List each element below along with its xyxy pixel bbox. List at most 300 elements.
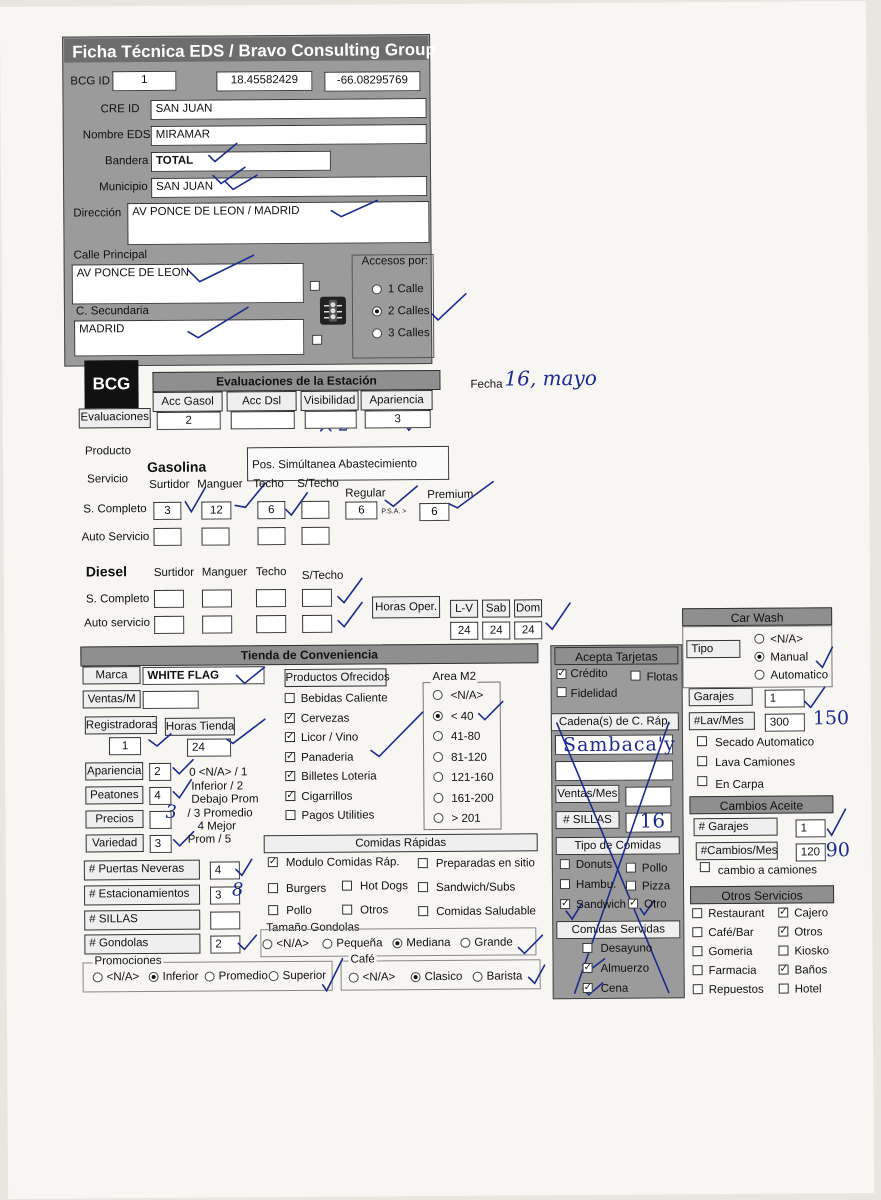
calle-secundaria-checkbox[interactable]	[312, 335, 322, 345]
tick-accesos	[432, 294, 466, 320]
area-label-3: 81-120	[451, 751, 487, 764]
longitude-field[interactable]: -66.08295769	[324, 71, 420, 92]
calle-principal-field[interactable]: AV PONCE DE LEON	[72, 263, 304, 305]
eval-val-2[interactable]	[305, 411, 357, 429]
credito-checkbox[interactable]: ✓	[557, 668, 566, 680]
promo-label-3: Superior	[282, 969, 327, 983]
direccion-field[interactable]: AV PONCE DE LEON / MADRID	[127, 201, 429, 245]
otro-servicio-label-1: Cajero	[794, 907, 829, 920]
producto-label-5: Cigarrillos	[301, 790, 353, 803]
dsl-auto-1[interactable]	[202, 615, 232, 633]
tarjetas-header: Acepta Tarjetas	[554, 646, 678, 665]
tipo-label-2: Hambu.	[575, 878, 617, 892]
servida-label-1: Almuerzo	[600, 962, 650, 975]
cafe-radio-0[interactable]	[349, 973, 359, 983]
horas-oper-label: Horas Oper.	[372, 596, 440, 618]
acceso-radio-3[interactable]	[372, 328, 382, 338]
apariencia-label: Apariencia	[85, 762, 143, 780]
servida-label-2: Cena	[600, 982, 629, 995]
otro-servicio-checkbox-8[interactable]	[693, 984, 703, 994]
carwash-tipo-label-0: <N/A>	[770, 633, 803, 646]
producto-checkbox-5[interactable]: ✓	[286, 789, 295, 801]
otro-servicio-checkbox-0[interactable]	[692, 908, 702, 918]
cafe-radios	[0, 1, 866, 7]
area-radio-list	[0, 1, 866, 7]
cre-id-field[interactable]: SAN JUAN	[151, 98, 427, 120]
tipo-checkbox-0[interactable]	[560, 859, 570, 869]
en-carpa-label: En Carpa	[715, 778, 764, 792]
evaluaciones-row-label: Evaluaciones	[79, 408, 151, 429]
gas-s-completo-label: S. Completo	[83, 503, 147, 516]
regular-label: Regular	[345, 487, 386, 500]
municipio-label: Municipio	[99, 181, 148, 194]
area-label-6: > 201	[451, 812, 481, 825]
producto-label-0: Bebidas Caliente	[300, 692, 388, 705]
gondolas-count-field[interactable]: 2	[210, 935, 240, 953]
comidas-rapidas-list	[0, 1, 866, 7]
carwash-tipo-radio-0[interactable]	[754, 634, 764, 644]
dsl-auto-3[interactable]	[302, 615, 332, 633]
tick-productos	[371, 712, 423, 756]
variedad-label: Variedad	[86, 834, 144, 852]
camiones-label: cambio a camiones	[717, 864, 818, 878]
cafe-label: Café	[348, 954, 376, 966]
gondola-label-2: Mediana	[406, 936, 451, 950]
form-sheet	[0, 1, 874, 1199]
gas-col-3: S/Techo	[297, 477, 339, 490]
comida-checkbox-5[interactable]	[268, 905, 278, 915]
bandera-label: Bandera	[104, 155, 149, 168]
otro-servicio-label-7: Baños	[794, 964, 828, 977]
ventas-m-field[interactable]	[143, 691, 199, 709]
dsl-auto-0[interactable]	[154, 616, 184, 634]
premium-label: Premium	[427, 488, 474, 502]
cafe-label-2: Barista	[486, 970, 523, 983]
lava-camiones-checkbox[interactable]	[697, 756, 707, 766]
producto-label-3: Panaderia	[301, 751, 354, 764]
cambios-mes-field[interactable]: 120	[796, 843, 826, 861]
secado-checkbox[interactable]	[697, 736, 707, 746]
ventas-mes-label: Ventas/Mes	[555, 785, 619, 803]
peatones-label: Peatones	[85, 786, 143, 804]
carwash-tipo-label: Tipo	[686, 640, 740, 658]
servida-label-0: Desayuno	[600, 942, 653, 955]
lava-camiones-label: Lava Camiones	[715, 756, 796, 770]
municipio-field[interactable]: SAN JUAN	[151, 176, 427, 198]
evaluaciones-header: Evaluaciones de la Estación	[152, 370, 440, 392]
peatones-field[interactable]: 4	[149, 787, 171, 805]
gas-col-0: Surtidor	[149, 478, 190, 492]
otros-servicios-list	[0, 1, 866, 7]
sillas-field[interactable]	[210, 911, 240, 929]
promo-radio-2[interactable]	[205, 972, 215, 982]
dsl-s-completo-label: S. Completo	[85, 593, 150, 606]
premium-field[interactable]: 6	[419, 503, 449, 521]
producto-label-6: Pagos Utilities	[301, 809, 375, 822]
fecha-handwritten: 16, mayo	[504, 365, 597, 391]
tick-garajes	[805, 687, 825, 707]
horas-col-1: Sab	[482, 599, 510, 617]
direccion-label: Dirección	[73, 207, 122, 220]
tipo-comidas-list	[0, 1, 866, 7]
area-label-2: 41-80	[450, 730, 481, 743]
producto-label: Producto	[84, 445, 132, 458]
fast-food-sillas-label: # SILLAS	[555, 811, 619, 829]
flotas-checkbox[interactable]	[630, 671, 640, 681]
horas-col-2: Dom	[514, 599, 542, 617]
registradoras-field[interactable]: 1	[109, 737, 141, 755]
comida-checkbox-6[interactable]	[342, 905, 352, 915]
bcg-logo: BCG	[84, 360, 138, 408]
tipo-label-1: Pollo	[641, 862, 668, 875]
gas-auto-3[interactable]	[301, 527, 329, 545]
garajes-field[interactable]: 1	[765, 689, 805, 707]
lav-mes-label: #Lav/Mes	[689, 712, 755, 730]
servida-checkbox-2[interactable]: ✓	[583, 981, 593, 993]
productos-label: Productos Ofrecidos	[284, 668, 386, 687]
registradoras-label: Registradoras	[85, 716, 157, 735]
tick-horas	[546, 603, 570, 629]
otro-servicio-label-2: Café/Bar	[708, 926, 754, 940]
precios-label: Precios	[85, 810, 143, 828]
fast-food-sillas-handwritten: 16	[639, 808, 666, 833]
tipo-label-4: Sandwich	[576, 898, 627, 912]
eval-val-0[interactable]: 2	[157, 412, 221, 430]
marca-field[interactable]: WHITE FLAG	[142, 666, 264, 685]
acceso-label-1: 1 Calle	[387, 283, 424, 296]
estacionamientos-handwritten: 8	[231, 879, 244, 901]
carwash-tipo-radio-1[interactable]	[754, 652, 764, 662]
gondola-radio-2[interactable]	[392, 938, 402, 948]
lav-mes-handwritten: 150	[812, 707, 850, 730]
calle-principal-checkbox[interactable]	[310, 281, 320, 291]
gondola-label-1: Pequeña	[336, 937, 383, 950]
tamano-gondolas-radios	[0, 1, 866, 7]
comidas-servidas-label: Comidas Servidas	[556, 920, 680, 939]
gondola-radio-1[interactable]	[322, 939, 332, 949]
otro-servicio-label-0: Restaurant	[708, 907, 765, 921]
horas-tienda-field[interactable]: 24	[187, 738, 231, 756]
servida-checkbox-1[interactable]: ✓	[583, 961, 592, 973]
precios-handwritten: 3	[165, 801, 178, 823]
calle-secundaria-field[interactable]: MADRID	[74, 319, 304, 357]
producto-label-1: Cervezas	[300, 712, 350, 725]
cadena-handwritten: Sambaca'y	[562, 733, 676, 757]
dsl-s-completo-2[interactable]	[256, 589, 286, 607]
fecha-label: Fecha	[470, 378, 503, 391]
dsl-s-completo-0[interactable]	[154, 590, 184, 608]
marca-label: Marca	[82, 666, 140, 684]
gasolina-fields	[0, 1, 866, 7]
gondola-radio-0[interactable]	[262, 939, 272, 949]
area-radio-1[interactable]	[433, 710, 443, 720]
traffic-light-icon	[320, 297, 346, 325]
acceso-radio-2[interactable]	[372, 306, 382, 316]
servida-checkbox-0[interactable]	[582, 943, 592, 953]
scale-text-2: Debajo Prom	[191, 793, 259, 806]
otro-servicio-label-3: Otros	[794, 926, 823, 939]
comida-label-5: Pollo	[286, 904, 312, 918]
puertas-label: # Puertas Neveras	[84, 860, 200, 881]
scale-text-0: 0 <N/A> / 1	[189, 766, 248, 779]
comida-checkbox-0[interactable]: ✓	[268, 856, 278, 868]
acceso-label-2: 2 Calles	[387, 305, 430, 318]
gasolina-columns	[0, 1, 866, 7]
dsl-s-completo-3[interactable]	[302, 589, 332, 607]
area-label: Area M2	[431, 672, 479, 684]
estacionamientos-label: # Estacionamientos	[84, 885, 200, 906]
cambios-garajes-label: # Garajes	[694, 818, 778, 837]
eval-val-1[interactable]	[231, 411, 295, 429]
gondola-radio-3[interactable]	[460, 938, 470, 948]
otro-servicio-checkbox-5[interactable]	[778, 946, 788, 956]
area-label-0: <N/A>	[450, 689, 484, 702]
promo-label-0: <N/A>	[106, 971, 140, 984]
cafe-label-1: Clasico	[424, 970, 463, 984]
latitude-field[interactable]: 18.45582429	[216, 71, 312, 92]
area-radio-0[interactable]	[433, 690, 443, 700]
tipo-checkbox-3[interactable]	[626, 881, 636, 891]
eval-val-3[interactable]: 3	[365, 410, 431, 428]
camiones-checkbox[interactable]	[700, 862, 710, 872]
flotas-label: Flotas	[646, 671, 678, 684]
otro-servicio-checkbox-4[interactable]	[692, 946, 702, 956]
otro-servicio-label-4: Gomeria	[708, 945, 753, 959]
tick-regular	[385, 486, 417, 506]
producto-checkbox-2[interactable]: ✓	[285, 730, 295, 743]
area-radio-5[interactable]	[433, 792, 443, 802]
tipo-label-0: Donuts	[575, 858, 613, 872]
otros-servicios-header: Otros Servicios	[690, 885, 834, 904]
eval-col-0: Acc Gasol	[153, 391, 223, 411]
gas-col-1: Manguer	[197, 478, 243, 491]
otro-servicio-checkbox-1[interactable]: ✓	[779, 906, 788, 918]
accesos-radio-list	[0, 1, 866, 7]
otro-servicio-label-5: Kiosko	[794, 945, 830, 958]
cambios-mes-handwritten: 90	[825, 839, 851, 862]
comida-checkbox-4[interactable]	[418, 882, 428, 892]
carwash-tipo-radio-2[interactable]	[754, 670, 764, 680]
variedad-field[interactable]: 3	[150, 835, 172, 853]
bcg-id-label: BCG ID	[70, 75, 111, 88]
scale-text-5: Prom / 5	[187, 833, 232, 846]
ventas-mes-field[interactable]	[625, 786, 671, 806]
gas-auto-2[interactable]	[257, 527, 285, 545]
otro-servicio-checkbox-7[interactable]: ✓	[779, 963, 789, 975]
comida-label-3: Hot Dogs	[359, 880, 408, 893]
gondola-label-0: <N/A>	[276, 937, 310, 951]
horas-val-2[interactable]: 24	[514, 621, 542, 639]
bcg-id-field[interactable]: 1	[112, 71, 176, 91]
diesel-fields	[0, 1, 866, 7]
scale-text-3: / 3 Promedio	[187, 807, 253, 820]
scale-text-4: 4 Mejor	[197, 820, 236, 833]
gasolina-title: Gasolina	[147, 458, 207, 476]
promo-label-2: Promedio	[218, 970, 268, 983]
area-radio-3[interactable]	[433, 751, 443, 761]
comidas-rapidas-header: Comidas Rápidas	[264, 833, 538, 853]
cafe-label-0: <N/A>	[362, 971, 396, 984]
gas-s-completo-3[interactable]	[301, 501, 329, 519]
tick-gondolas	[238, 935, 256, 949]
producto-label-2: Licor / Vino	[300, 731, 359, 744]
area-label-5: 161-200	[451, 792, 494, 805]
otro-servicio-label-9: Hotel	[794, 983, 822, 996]
otro-servicio-label-6: Farmacia	[708, 964, 757, 978]
accesos-label: Accesos por:	[361, 255, 429, 268]
eval-col-2: Visibilidad	[301, 391, 359, 411]
horas-oper-fields	[0, 1, 866, 7]
otro-servicio-checkbox-6[interactable]	[693, 965, 703, 975]
cambios-mes-label: #Cambios/Mes	[696, 842, 778, 861]
cadena-field-2[interactable]	[555, 760, 673, 781]
promociones-radios	[0, 1, 866, 7]
acceso-label-3: 3 Calles	[388, 327, 430, 340]
comida-checkbox-2[interactable]	[268, 883, 278, 893]
carwash-tipo-label-2: Automatico	[770, 669, 829, 682]
page-title: Ficha Técnica EDS / Bravo Consulting Group	[72, 39, 436, 62]
horas-col-0: L-V	[450, 600, 478, 618]
fidelidad-label: Fidelidad	[570, 687, 618, 701]
rating-scale	[0, 1, 866, 7]
dsl-col-1: Manguer	[201, 566, 248, 579]
gas-auto-0[interactable]	[153, 528, 181, 546]
tick-stecho-2	[338, 603, 362, 627]
promo-radio-0[interactable]	[93, 972, 103, 982]
producto-label-4: Billetes Loteria	[301, 770, 377, 783]
tienda-header: Tienda de Conveniencia	[80, 643, 538, 666]
comida-label-6: Otros	[360, 904, 389, 917]
comida-checkbox-7[interactable]	[418, 906, 428, 916]
gas-s-completo-1[interactable]: 12	[201, 501, 231, 519]
comida-label-0: Modulo Comidas Ráp.	[285, 856, 400, 870]
tipo-label-5: Otro	[644, 898, 667, 911]
horas-val-0[interactable]: 24	[450, 622, 478, 640]
producto-checkbox-3[interactable]: ✓	[286, 750, 295, 762]
en-carpa-checkbox[interactable]	[697, 776, 707, 786]
comida-label-2: Burgers	[285, 882, 327, 896]
gas-auto-1[interactable]	[201, 527, 229, 545]
otro-servicio-checkbox-9[interactable]	[779, 984, 789, 994]
producto-checkbox-4[interactable]: ✓	[286, 769, 295, 782]
gondolas-count-label: # Gondolas	[84, 934, 200, 955]
cafe-radio-2[interactable]	[473, 972, 483, 982]
dsl-col-2: Techo	[255, 566, 287, 579]
tipo-label-3: Pizza	[641, 880, 671, 893]
dsl-auto-servicio-label: Auto servicio	[84, 617, 151, 630]
tamano-gondolas-label: Tamaño Gondolas	[266, 921, 360, 935]
producto-checkbox-0[interactable]	[285, 693, 295, 703]
eval-col-1: Acc Dsl	[227, 391, 297, 411]
area-radio-6[interactable]	[433, 813, 443, 823]
sillas-label: # SILLAS	[84, 910, 200, 931]
lav-mes-field[interactable]: 300	[765, 713, 805, 731]
eval-col-3: Apariencia	[361, 390, 433, 411]
calle-secundaria-label: C. Secundaria	[75, 305, 149, 318]
cambios-garajes-field[interactable]: 1	[796, 819, 826, 837]
psa-label: P.S.A. >	[381, 508, 407, 516]
carwash-tipo-radios	[0, 1, 866, 7]
area-radio-4[interactable]	[433, 772, 443, 782]
apariencia-field[interactable]: 2	[149, 763, 171, 781]
cafe-radio-1[interactable]	[411, 972, 421, 982]
gas-col-2: Techo	[253, 478, 284, 491]
dsl-s-completo-1[interactable]	[202, 589, 232, 607]
tick-peatones	[173, 780, 191, 798]
credito-label: Crédito	[570, 667, 608, 681]
otro-servicio-checkbox-2[interactable]	[692, 927, 702, 937]
comida-label-4: Sandwich/Subs	[435, 881, 516, 895]
otro-servicio-label-8: Repuestos	[708, 983, 764, 997]
nombre-field[interactable]: MIRAMAR	[151, 124, 427, 146]
tipo-comidas-label: Tipo de Comidas	[556, 836, 680, 855]
horas-val-1[interactable]: 24	[482, 621, 510, 639]
dsl-auto-2[interactable]	[256, 615, 286, 633]
acceso-radio-1[interactable]	[372, 284, 382, 294]
tipo-checkbox-4[interactable]: ✓	[561, 898, 570, 910]
cre-id-label: CRE ID	[100, 103, 140, 116]
promo-radio-1[interactable]	[149, 972, 159, 982]
area-label-1: < 40	[450, 710, 474, 723]
promo-label-1: Inferior	[162, 970, 199, 983]
tipo-checkbox-5[interactable]: ✓	[629, 897, 638, 909]
evaluaciones-columns	[0, 1, 866, 7]
gas-s-completo-2[interactable]: 6	[257, 501, 285, 519]
horas-tienda-label: Horas Tienda	[165, 717, 235, 735]
nombre-label: Nombre EDS	[82, 128, 151, 142]
pos-simultanea-label: Pos. Simúltanea Abastecimiento	[247, 446, 449, 481]
comida-checkbox-1[interactable]	[418, 858, 428, 868]
area-radio-2[interactable]	[433, 731, 443, 741]
area-label-4: 121-160	[451, 771, 494, 784]
productos-list	[0, 1, 866, 7]
secado-label: Secado Automatico	[714, 736, 815, 750]
cadena-label: Cadena(s) de C. Ráp.	[551, 712, 679, 731]
promociones-label: Promociones	[92, 956, 163, 968]
bandera-field[interactable]: TOTAL	[151, 151, 331, 172]
producto-checkbox-1[interactable]: ✓	[285, 711, 295, 723]
comidas-servidas-list	[0, 1, 866, 7]
gas-auto-servicio-label: Auto Servicio	[81, 531, 150, 544]
comida-label-7: Comidas Saludable	[436, 905, 536, 919]
otro-servicio-checkbox-3[interactable]: ✓	[779, 925, 788, 937]
gondola-label-3: Grande	[474, 936, 513, 949]
scale-text-1: Inferior / 2	[191, 780, 244, 793]
regular-field[interactable]: 6	[345, 501, 377, 519]
producto-checkbox-6[interactable]	[285, 810, 295, 820]
dsl-col-0: Surtidor	[153, 566, 195, 579]
ventas-m-label: Ventas/M	[83, 690, 141, 708]
diesel-columns	[0, 1, 866, 7]
fidelidad-checkbox[interactable]	[557, 687, 567, 697]
garajes-label: Garajes	[689, 688, 753, 706]
carwash-tipo-label-1: Manual	[770, 651, 809, 664]
diesel-title: Diesel	[85, 563, 128, 580]
tipo-checkbox-2[interactable]	[560, 879, 570, 889]
estacionamientos-field[interactable]: 3	[210, 886, 240, 904]
comida-label-1: Preparadas en sitio	[435, 857, 535, 871]
gas-s-completo-0[interactable]: 3	[153, 502, 181, 520]
promo-radio-3[interactable]	[269, 971, 279, 981]
comida-checkbox-3[interactable]	[342, 881, 352, 891]
puertas-field[interactable]: 4	[210, 861, 240, 879]
servicio-label: Servicio	[87, 473, 129, 486]
dsl-col-3: S/Techo	[301, 569, 344, 582]
tipo-checkbox-1[interactable]	[626, 863, 636, 873]
carwash-header: Car Wash	[682, 607, 832, 626]
calle-principal-label: Calle Principal	[73, 249, 148, 262]
cambios-aceite-header: Cambios Aceite	[689, 795, 833, 814]
